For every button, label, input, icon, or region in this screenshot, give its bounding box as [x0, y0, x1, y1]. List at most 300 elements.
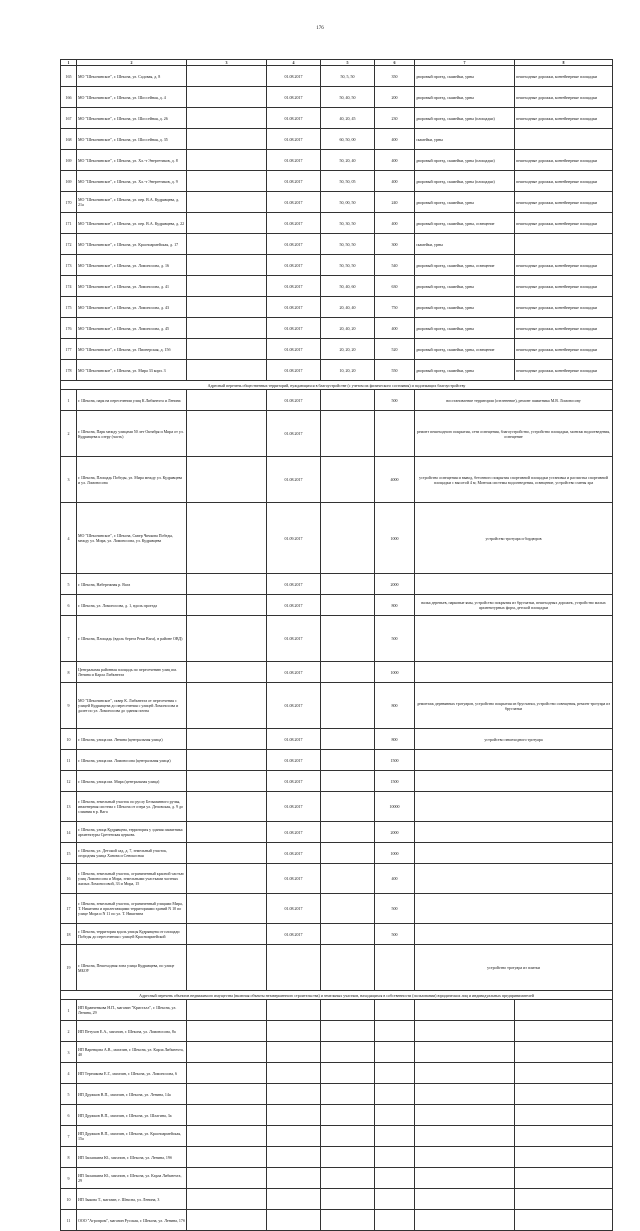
table-cell: 4 — [61, 503, 77, 574]
table-cell: 230 — [375, 108, 415, 129]
table-row — [61, 171, 613, 192]
table-cell: МО "Шекснинское", г. Шексна, ул. Ломоносова, д. 43 — [77, 297, 187, 318]
table-cell — [321, 1189, 375, 1210]
table-cell: 170 — [61, 192, 77, 213]
table-cell: 9 — [61, 1168, 77, 1189]
table-cell — [515, 1021, 613, 1042]
table-cell — [321, 792, 375, 822]
table-cell — [187, 843, 267, 864]
table-cell: 01.08.2017 — [267, 360, 321, 381]
table-cell: 8 — [61, 1147, 77, 1168]
table-cell — [321, 1168, 375, 1189]
table-cell: 01.08.2017 — [267, 129, 321, 150]
table-cell: 50, 20, 40 — [321, 150, 375, 171]
table-cell — [375, 1168, 415, 1189]
table-cell: пешеходные дорожки, контейнерные площадки — [515, 150, 613, 171]
table-cell — [187, 595, 267, 616]
table-cell: 10 — [61, 729, 77, 750]
table-cell — [187, 1063, 267, 1084]
table-cell: дворовый проезд, скамейки, урны, освещение — [415, 339, 515, 360]
table-cell: 01.08.2017 — [267, 822, 321, 843]
table-row — [61, 924, 613, 945]
table-cell — [375, 1063, 415, 1084]
table-cell — [187, 276, 267, 297]
table-cell: пешеходные дорожки, контейнерные площадки — [515, 318, 613, 339]
table-cell: 01.08.2017 — [267, 616, 321, 662]
table-row — [61, 276, 613, 297]
table-cell — [321, 574, 375, 595]
table-cell: 50, 50, 50 — [321, 234, 375, 255]
table-cell: 01.08.2017 — [267, 339, 321, 360]
table-cell: МО "Шекснинское", г. Шексна, ул. Шоссейная, д. 4 — [77, 87, 187, 108]
table-cell: МО "Шекснинское", г. Шексна, ул. Хл.-т Энергетиков, д. 8 — [77, 150, 187, 171]
table-cell — [267, 1147, 321, 1168]
table-cell — [267, 1042, 321, 1063]
header-cell: 5 — [321, 60, 375, 66]
table-cell: 240 — [375, 192, 415, 213]
table-row — [61, 683, 613, 729]
table-row — [61, 1147, 613, 1168]
register-table — [60, 59, 613, 1231]
table-cell — [375, 1021, 415, 1042]
table-cell: г. Шексна, ул. Детский сад, д. 7, земельный участок, огородная улица Ханова и Сенокосная — [77, 843, 187, 864]
table-cell: 800 — [375, 595, 415, 616]
table-cell: 400 — [375, 864, 415, 894]
table-cell: пешеходные дорожки, контейнерные площадки — [515, 171, 613, 192]
table-cell: пешеходные дорожки, контейнерные площадки — [515, 297, 613, 318]
table-cell — [267, 1126, 321, 1147]
table-cell: 01.08.2017 — [267, 318, 321, 339]
table-cell: 01.08.2017 — [267, 924, 321, 945]
table-cell: 9 — [61, 683, 77, 729]
table-cell: устройство тротуара и бордюров — [415, 503, 613, 574]
table-cell: 40, 20, 45 — [321, 108, 375, 129]
table-cell: г. Шексна, Площадь (вдоль берега Реки Вага), в районе ОВД) — [77, 616, 187, 662]
table-cell: 5 — [61, 574, 77, 595]
table-cell: Адресный перечень объектов недвижимого имущества (включая объекты незавершенного строительства) и земельных участков, находящихся в собственности (пользовании) юридических лиц и индивидуальных предпринимателей — [61, 991, 613, 1000]
table-cell — [187, 729, 267, 750]
table-row — [61, 595, 613, 616]
table-cell — [187, 792, 267, 822]
table-cell: 50, 00, 50 — [321, 192, 375, 213]
table-cell: 5 — [61, 1084, 77, 1105]
table-cell: 14 — [61, 822, 77, 843]
table-cell — [415, 662, 613, 683]
table-cell — [187, 616, 267, 662]
table-cell — [415, 792, 613, 822]
table-cell — [321, 1021, 375, 1042]
table-cell: 2000 — [375, 574, 415, 595]
table-cell — [187, 662, 267, 683]
table-cell — [415, 1168, 515, 1189]
table-cell — [187, 1210, 267, 1231]
table-cell: пешеходные дорожки, контейнерные площадки — [515, 87, 613, 108]
table-cell — [267, 1084, 321, 1105]
table-cell: ИП Засыпкина Ю., магазин, г. Шексна, ул. Карла Либкнехта, 29 — [77, 1168, 187, 1189]
table-row — [61, 1168, 613, 1189]
table-row — [61, 662, 613, 683]
table-cell — [187, 1000, 267, 1021]
table-cell: 2 — [61, 411, 77, 457]
table-cell — [187, 574, 267, 595]
table-cell — [321, 503, 375, 574]
table-cell: дворовый проезд, скамейки, урны — [415, 276, 515, 297]
table-cell: 3 — [61, 457, 77, 503]
table-row — [61, 991, 613, 1000]
table-row — [61, 843, 613, 864]
table-cell: 01.08.2017 — [267, 108, 321, 129]
table-cell — [187, 1168, 267, 1189]
table-cell: 01.08.2017 — [267, 457, 321, 503]
table-cell — [187, 150, 267, 171]
table-row — [61, 729, 613, 750]
table-cell: демонтаж деревянных тротуаров, устройство покрытия из брусчатки, устройство освещения, ремонт тротуара из брусчатки — [415, 683, 613, 729]
table-cell — [187, 390, 267, 411]
table-cell — [187, 255, 267, 276]
table-cell: 01.08.2017 — [267, 729, 321, 750]
table-cell: 50, 5, 50 — [321, 66, 375, 87]
table-cell: 1500 — [375, 771, 415, 792]
table-cell: 300 — [375, 234, 415, 255]
table-cell: 01.08.2017 — [267, 843, 321, 864]
table-row — [61, 87, 613, 108]
table-cell: МО "Шекснинское", г. Шексна, ул. Ломоносова, д. 45 — [77, 318, 187, 339]
table-cell: 550 — [375, 360, 415, 381]
table-cell — [415, 616, 613, 662]
table-row — [61, 234, 613, 255]
table-cell: г. Шексна, земельный участок по руслу Безымянного ручья, инженерная система г. Шексна от озера ул. Деповская, д. 9 до слияния в р. Вага — [77, 792, 187, 822]
table-cell — [415, 1000, 515, 1021]
table-cell: дворовый проезд, скамейки, урны, освещение — [415, 255, 515, 276]
table-row — [61, 822, 613, 843]
table-row — [61, 864, 613, 894]
table-cell — [187, 683, 267, 729]
table-row — [61, 1105, 613, 1126]
table-cell: дворовый проезд, скамейки, урны — [415, 318, 515, 339]
table-cell: 11 — [61, 750, 77, 771]
table-cell: МО "Шекснинское", г. Шексна, ул. Красноармейская, д. 17 — [77, 234, 187, 255]
table-cell: 01.08.2017 — [267, 297, 321, 318]
table-cell: 01.08.2017 — [267, 234, 321, 255]
table-cell — [187, 192, 267, 213]
table-cell: 01.08.2017 — [267, 662, 321, 683]
table-cell: ИП Терешкова Е.Г., магазин, г. Шексна, ул. Ломоносова, 6 — [77, 1063, 187, 1084]
table-cell — [375, 1000, 415, 1021]
table-row — [61, 1021, 613, 1042]
table-cell: 15 — [61, 843, 77, 864]
table-cell: пешеходные дорожки, контейнерные площадки — [515, 255, 613, 276]
table-row — [61, 129, 613, 150]
table-cell — [321, 616, 375, 662]
table-cell — [415, 1021, 515, 1042]
table-cell — [321, 457, 375, 503]
table-cell: 350 — [375, 66, 415, 87]
table-cell: дворовый проезд, скамейки, урны (площадки) — [415, 171, 515, 192]
table-cell — [321, 771, 375, 792]
table-cell: 01.08.2017 — [267, 574, 321, 595]
table-cell — [515, 1189, 613, 1210]
table-cell: 540 — [375, 255, 415, 276]
table-cell: 18 — [61, 924, 77, 945]
table-cell: 50, 50, 50 — [321, 255, 375, 276]
table-row — [61, 616, 613, 662]
table-cell — [187, 213, 267, 234]
table-cell: валка деревьев, парковые ямы, устройство покрытия из брусчатки, пешеходных дорожек, устройство малых архитектурных форм, детской площадки — [415, 595, 613, 616]
table-cell: 3 — [61, 1042, 77, 1063]
table-cell: пешеходные дорожки, контейнерные площадки — [515, 213, 613, 234]
table-row — [61, 771, 613, 792]
table-cell — [415, 750, 613, 771]
table-cell: г. Шексна, улица им. Ленина (центральная улица) — [77, 729, 187, 750]
table-cell: дворовый проезд, скамейки, урны (площадки) — [415, 150, 515, 171]
table-cell: г. Шексна, улица им. Ломоносова (центральная улица) — [77, 750, 187, 771]
table-cell — [415, 1042, 515, 1063]
table-cell: 500 — [375, 616, 415, 662]
table-cell — [187, 411, 267, 457]
table-cell: 01.08.2017 — [267, 213, 321, 234]
table-cell — [375, 945, 415, 991]
table-cell — [375, 1084, 415, 1105]
table-cell — [321, 750, 375, 771]
table-cell — [515, 1063, 613, 1084]
table-row — [61, 318, 613, 339]
table-cell: МО "Шекснинское", г. Шексна, ул. Шоссейная, д. 35 — [77, 129, 187, 150]
table-cell — [415, 771, 613, 792]
table-cell: 166 — [61, 87, 77, 108]
table-cell — [187, 1147, 267, 1168]
header-cell: 6 — [375, 60, 415, 66]
table-cell: 168 — [61, 129, 77, 150]
table-cell: скамейки, урны — [415, 234, 515, 255]
table-cell — [321, 1063, 375, 1084]
table-cell: 01.08.2017 — [267, 771, 321, 792]
table-cell: 10 — [61, 1189, 77, 1210]
table-cell: ремонт пешеходного покрытия, сети освещения, благоустройство, устройство площадки, монтаж водоотведения, освещение — [415, 411, 613, 457]
table-cell — [187, 339, 267, 360]
table-cell: 17 — [61, 894, 77, 924]
table-cell: 60, 50, 00 — [321, 129, 375, 150]
table-cell — [415, 1105, 515, 1126]
table-row — [61, 1210, 613, 1231]
table-row — [61, 1042, 613, 1063]
table-cell: 01.08.2017 — [267, 171, 321, 192]
table-row — [61, 192, 613, 213]
table-cell: 01.08.2017 — [267, 411, 321, 457]
table-cell: г. Шексна, ул. Ломоносова, д. 1, вдоль проезда — [77, 595, 187, 616]
table-cell: 400 — [375, 150, 415, 171]
table-cell: восстановление территории (озеленение), ремонт памятника М.В. Ломоносову — [415, 390, 613, 411]
table-cell: 800 — [375, 729, 415, 750]
table-cell — [515, 1147, 613, 1168]
table-cell — [321, 843, 375, 864]
table-cell: 1 — [61, 1000, 77, 1021]
table-cell — [187, 894, 267, 924]
table-cell: г. Шексна, Пешеходная зона улица Кудрявцева, по улице МБОУ — [77, 945, 187, 991]
table-cell — [187, 1126, 267, 1147]
table-cell — [187, 360, 267, 381]
table-cell — [187, 234, 267, 255]
table-cell: 4 — [61, 1063, 77, 1084]
table-cell: 8 — [61, 662, 77, 683]
table-cell: г. Шексна, Парк между улицами 50 лет Октября и Мира от ул. Кудрявцева к озеру (часть) — [77, 411, 187, 457]
header-cell: 8 — [515, 60, 613, 66]
table-cell: МО "Шекснинское", г. Шексна, ул. Садовая, д. 8 — [77, 66, 187, 87]
table-row — [61, 945, 613, 991]
table-cell: г. Шексна, Площадь Победы, ул. Мира между ул. Кудрявцева и ул. Ломоносова — [77, 457, 187, 503]
table-cell: 01.08.2017 — [267, 276, 321, 297]
table-row — [61, 1084, 613, 1105]
table-cell — [515, 1000, 613, 1021]
table-cell — [415, 574, 613, 595]
table-cell: ИП Дружков В.П., магазин, г. Шексна, ул. Ленина, 14а — [77, 1084, 187, 1105]
table-cell — [515, 129, 613, 150]
table-cell: 01.08.2017 — [267, 255, 321, 276]
table-row — [61, 255, 613, 276]
table-cell — [415, 843, 613, 864]
table-cell — [375, 1210, 415, 1231]
header-cell: 1 — [61, 60, 77, 66]
table-cell: ИП Петухов Е.А., магазин, г. Шексна, ул. Ломоносова, 8а — [77, 1021, 187, 1042]
table-cell — [187, 1189, 267, 1210]
table-row — [61, 574, 613, 595]
table-cell: дворовый проезд, скамейки, урны — [415, 192, 515, 213]
table-cell: 4000 — [375, 457, 415, 503]
table-cell: пешеходные дорожки, контейнерные площадки — [515, 66, 613, 87]
table-cell: МО "Шекснинское", г. Шексна, ул. пер. В.А. Кудрявцева, д. 22 — [77, 213, 187, 234]
table-cell — [375, 1189, 415, 1210]
table-cell: пешеходные дорожки, контейнерные площадки — [515, 339, 613, 360]
table-row — [61, 66, 613, 87]
table-cell — [375, 1126, 415, 1147]
table-cell — [267, 1105, 321, 1126]
table-cell: 01.08.2017 — [267, 150, 321, 171]
table-row — [61, 503, 613, 574]
table-cell — [187, 1042, 267, 1063]
table-cell: 01.08.2017 — [267, 390, 321, 411]
table-cell: ИП Кравченкова Н.П., магазин "Кристалл", г. Шексна, ул. Ленина, 29 — [77, 1000, 187, 1021]
table-cell — [321, 945, 375, 991]
table-cell: г. Шексна, территория вдоль улицы Кудрявцева от площади Победы до пересечения с улицей Красноармейской — [77, 924, 187, 945]
table-cell: 50, 40, 50 — [321, 87, 375, 108]
table-cell — [415, 1189, 515, 1210]
table-cell — [321, 822, 375, 843]
table-row — [61, 1126, 613, 1147]
table-cell: 178 — [61, 360, 77, 381]
header-cell: 7 — [415, 60, 515, 66]
table-cell — [321, 729, 375, 750]
table-cell: 01.09.2017 — [267, 503, 321, 574]
table-row — [61, 457, 613, 503]
table-cell — [415, 822, 613, 843]
table-cell: пешеходные дорожки, контейнерные площадки — [515, 360, 613, 381]
table-cell: 6 — [61, 595, 77, 616]
table-cell: скамейки, урны — [415, 129, 515, 150]
table-cell: дворовый проезд, скамейки, урны (площадки) — [415, 108, 515, 129]
table-cell: 165 — [61, 66, 77, 87]
table-row — [61, 1189, 613, 1210]
table-cell: дворовый проезд, скамейки, урны, освещение — [415, 213, 515, 234]
table-cell — [187, 297, 267, 318]
table-cell: 01.08.2017 — [267, 894, 321, 924]
table-cell: 01.08.2017 — [267, 192, 321, 213]
table-cell — [415, 1084, 515, 1105]
table-cell: 400 — [375, 213, 415, 234]
table-cell: 11 — [61, 1210, 77, 1231]
table-cell — [187, 1105, 267, 1126]
table-cell: 20, 40, 40 — [321, 297, 375, 318]
table-cell — [321, 1210, 375, 1231]
table-cell: 175 — [61, 297, 77, 318]
table-row — [61, 381, 613, 390]
table-cell: 7 — [61, 1126, 77, 1147]
table-cell — [267, 1189, 321, 1210]
table-cell — [321, 1147, 375, 1168]
table-cell — [267, 1168, 321, 1189]
table-cell: 400 — [375, 171, 415, 192]
table-cell — [415, 1210, 515, 1231]
table-cell: г. Шексна, улица им. Мира (центральная улица) — [77, 771, 187, 792]
table-cell — [187, 503, 267, 574]
table-cell: 2 — [61, 1021, 77, 1042]
table-cell — [321, 411, 375, 457]
table-cell: 630 — [375, 276, 415, 297]
table-cell: 172 — [61, 234, 77, 255]
table-cell: дворовый проезд, скамейки, урны — [415, 66, 515, 87]
table-cell: 2000 — [375, 822, 415, 843]
table-cell: г. Шексна, Набережная р. Вага — [77, 574, 187, 595]
table-cell — [187, 822, 267, 843]
table-cell — [375, 1105, 415, 1126]
table-cell: 10, 20, 20 — [321, 360, 375, 381]
table-row — [61, 411, 613, 457]
table-row — [61, 108, 613, 129]
table-cell — [515, 234, 613, 255]
table-cell: г. Шексна, земельный участок, ограниченный улицами Мира, Т. Никитина и прилегающими территориями зданий N 10 по улице Мира и N 11 по ул. Т. Никитина — [77, 894, 187, 924]
table-cell: дворовый проезд, скамейки, урны — [415, 87, 515, 108]
table-cell — [187, 750, 267, 771]
table-cell: 176 — [61, 318, 77, 339]
table-cell — [515, 1126, 613, 1147]
table-cell — [267, 1000, 321, 1021]
table-cell: 50, 30, 50 — [321, 213, 375, 234]
table-cell — [187, 457, 267, 503]
table-cell: 01.08.2017 — [267, 595, 321, 616]
table-cell: устройство освещения и вывод, бетонного покрытия спортивной площадки установка и расчистка спортивной площадки с высотой 4 м; Монтаж системы водоотведения, освещение, устройство смены хра — [415, 457, 613, 503]
table-cell — [515, 1210, 613, 1231]
table-cell: 1 — [61, 390, 77, 411]
table-cell: г. Шексна, парк на пересечении улиц К.Либкнехта и Ленина — [77, 390, 187, 411]
table-cell — [321, 1042, 375, 1063]
table-cell: 171 — [61, 213, 77, 234]
table-cell: МО "Шекснинское", г. Шексна, ул. Хл.-т Энергетиков, д. 9 — [77, 171, 187, 192]
table-row — [61, 213, 613, 234]
table-cell — [267, 945, 321, 991]
table-cell: ООО "Агропром", магазин Русская, г. Шексна, ул. Ленина, 17б — [77, 1210, 187, 1231]
table-cell — [187, 171, 267, 192]
table-cell: Адресный перечень общественных территорий, нуждающихся в благоустройстве (с учетом их физического состояния) и подлежащих благоустройству — [61, 381, 613, 390]
table-cell — [267, 1210, 321, 1231]
table-cell: МО "Шекснинское", г. Шексна, ул. Ломоносова, д. 16 — [77, 255, 187, 276]
table-cell: МО "Шекснинское", г. Шексна, Сквер Чичкова Победы, между ул. Мира, ул. Ломоносова, ул. Кудрявцева — [77, 503, 187, 574]
table-cell: 01.08.2017 — [267, 864, 321, 894]
header-cell: 4 — [267, 60, 321, 66]
table-cell: пешеходные дорожки, контейнерные площадки — [515, 108, 613, 129]
table-cell: 50, 50, 05 — [321, 171, 375, 192]
table-row — [61, 339, 613, 360]
table-cell: МО "Шекснинское", г. Шексна, ул. пер. В.А. Кудрявцева, д. 21а — [77, 192, 187, 213]
table-cell: 19 — [61, 945, 77, 991]
table-row — [61, 360, 613, 381]
